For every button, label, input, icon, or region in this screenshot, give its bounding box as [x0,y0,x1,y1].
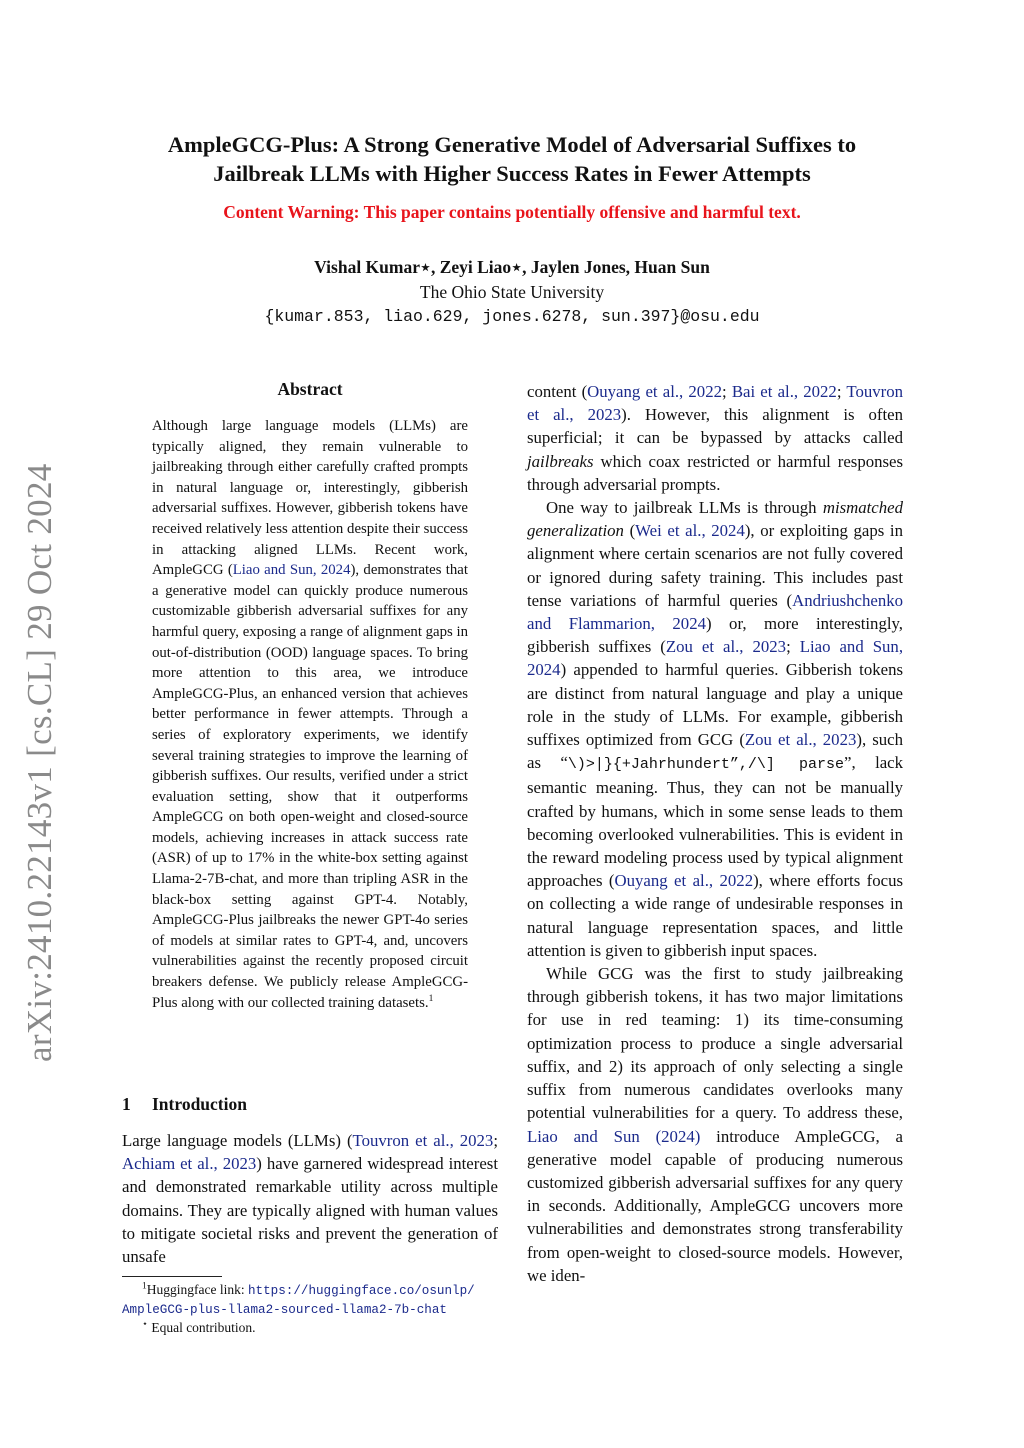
body-text: introduce AmpleGCG, a generative model capable of producing numerous customized gibberish adversarial suffixes for any query in seconds. Additionally, AmpleGCG uncovers more vulnerabilities and demonstrates strong transferability from open-weight to closed-source models. However, we iden- [527,1126,904,1285]
gibberish-suffix-example: \)>|}{+Jahrhundert”,/\] parse [567,756,845,774]
section-title: Introduction [152,1094,247,1114]
body-text: ”, lack semantic meaning. Thus, they can not be manually crafted by humans, which in some sense leads to them becoming overlooked vulnerabilities. This is evident in the reward modeling process used by typical alignment approaches ( [527,753,904,891]
intro-left-paragraph [122,1129,498,1268]
abstract-text: Although large language models (LLMs) are typically aligned, they remain vulnerable to jailbreaking through either carefully crafted prompts in natural language or, interestingly, gibberish adversarial suffixes. However, gibberish tokens have received relatively less attention despite their success in attacking aligned LLMs. Recent work, AmpleGCG ( [152,418,468,579]
footnote-1-continued [122,1300,502,1319]
body-text: which coax restricted or harmful responses through adversarial prompts. [527,451,903,494]
citation-link[interactable]: Zou et al., 2023 [744,730,857,750]
citation-link[interactable]: Touvron et al., 2023 [352,1131,494,1150]
body-text: ; [786,637,800,657]
abstract-body [152,416,468,1013]
body-text: ) or, more interestingly, gibberish suffixes ( [527,614,903,657]
footnote-1 [122,1281,502,1300]
paper-title [100,130,924,188]
citation-link[interactable]: Ouyang et al., 2022 [614,871,754,891]
footnotes [122,1281,502,1337]
body-text: While GCG was the first to study jailbreaking through gibberish tokens, it has two major limitations for use in red teaming: 1) its time-consuming optimization process to produce a single adversarial suffix, and 2) its approach of only selecting a single suffix from numerous candidates overlooks many potential vulnerabilities for a query. To address these, [527,964,903,1123]
body-text: ; [721,382,732,401]
body-text: ) appended to harmful queries. Gibberish tokens are distinct from natural language and play a unique role in the study of LLMs. For example, gibberish suffixes optimized from GCG ( [527,660,903,750]
citation-link[interactable]: Andriushchenko and Flammarion, 2024 [527,590,903,634]
body-text: ; [493,1131,498,1150]
emphasis-text: mismatched generalization [527,498,903,541]
body-text: ), such as “ [527,730,903,773]
citation-link[interactable]: Liao and Sun, 2024 [232,562,351,579]
section-heading-introduction [122,1094,247,1115]
footnote-marker: 1 [142,1281,147,1292]
right-column [527,380,903,1287]
body-text: ). However, this alignment is often superficial; it can be bypassed by attacks called [527,405,903,448]
section-number: 1 [122,1094,131,1114]
footnote-marker[interactable]: 1 [428,993,434,1004]
citation-link[interactable]: Bai et al., 2022 [731,382,837,401]
body-text: One way to jailbreak LLMs is through [546,498,823,518]
affiliation: The Ohio State University [419,282,605,302]
abstract-text: ), demonstrates that a generative model can quickly produce numerous customizable gibberish adversarial suffixes for any harmful query, exposing a range of alignment gaps in out-of-distribution (OOD) language spaces. To bring more attention to this area, we introduce AmpleGCG-Plus, an enhanced version that achieves better performance in fewer attempts. Through a series of exploratory experiments, we identify several training strategies to improve the learning of gibberish suffixes. Our results, verified under a strict evaluation setting, show that it outperforms AmpleGCG on both open-weight and closed-source models, achieving increases in attack success rate (ASR) of up to 17% in the white-box setting against Llama-2-7B-chat, and more than tripling ASR in the black-box setting against GPT-4. Notably, AmpleGCG-Plus jailbreaks the newer GPT-4o series of models at similar rates to GPT-4, and, uncovers vulnerabilities against the recently proposed circuit breakers defense. We publicly release AmpleGCG-Plus along with our collected training datasets. [152,562,468,1011]
arxiv-identifier: arXiv:2410.22143v1 [cs.CL] 29 Oct 2024 [20,463,59,1062]
citation-link[interactable]: Achiam et al., 2023 [122,1154,257,1174]
footnote-text: Equal contribution. [147,1320,256,1335]
footnote-url-link[interactable]: https://huggingface.co/osunlp/ [247,1284,475,1298]
citation-link[interactable]: Liao and Sun, 2024 [527,637,904,680]
footnote-marker: ⋆ [142,1319,148,1330]
abstract-heading: Abstract [277,379,343,399]
paper-title-line-2: Jailbreak LLMs with Higher Success Rates in Fewer Attempts [213,161,811,186]
body-text: content ( [527,382,588,401]
body-text: Large language models (LLMs) ( [122,1131,353,1150]
intro-paragraph-2 [527,496,903,962]
footnote-2 [122,1319,502,1337]
citation-link[interactable]: Ouyang et al., 2022 [587,382,722,401]
footnote-divider [122,1276,222,1277]
citation-link[interactable]: Wei et al., 2024 [635,521,745,541]
citation-link[interactable]: Zou et al., 2023 [665,637,787,657]
body-text: ( [623,521,636,541]
intro-paragraph-3 [527,962,903,1287]
body-text: ) have garnered widespread interest and demonstrated remarkable utility across multiple domains. They are typically aligned with human values to mitigate societal risks and prevent the generation of unsafe [122,1154,498,1267]
citation-link[interactable]: Touvron et al., 2023 [527,382,903,425]
footnote-label: Huggingface link: [146,1282,248,1297]
body-text: ), or exploiting gaps in alignment where certain scenarios are not fully covered or ignored during safety training. This includes past tense variations of harmful queries ( [527,521,903,610]
author-emails: {kumar.853, liao.629, jones.6278, sun.397}@osu.edu [264,307,760,326]
authors: Vishal Kumar⋆, Zeyi Liao⋆, Jaylen Jones, Huan Sun [314,257,710,277]
footnote-url-link[interactable]: AmpleGCG-plus-llama2-sourced-llama2-7b-chat [122,1303,447,1317]
content-warning: Content Warning: This paper contains potentially offensive and harmful text. [223,202,801,222]
body-text: ; [836,382,847,401]
citation-link[interactable]: Liao and Sun (2024) [527,1126,701,1146]
body-text: ), where efforts focus on collecting a wide range of undesirable responses in natural language representation spaces, and little attention is given to gibberish input spaces. [527,871,903,960]
intro-paragraph-1 [527,380,903,496]
paper-title-line-1: AmpleGCG-Plus: A Strong Generative Model of Adversarial Suffixes to [167,132,857,157]
emphasis-text: jailbreaks [527,451,594,471]
